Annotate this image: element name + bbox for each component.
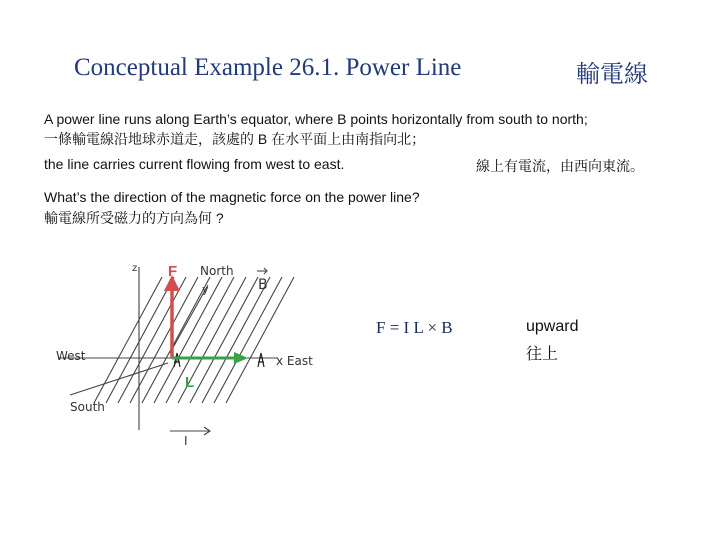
- question-chinese: 輸電線所受磁力的方向為何 ?: [44, 210, 224, 226]
- question: What’s the direction of the magnetic force on the power line?: [44, 189, 420, 205]
- north-label: North: [200, 264, 234, 278]
- page-title: Conceptual Example 26.1. Power Line: [74, 54, 462, 81]
- south-label: South: [70, 400, 105, 414]
- answer-english: upward: [526, 318, 579, 335]
- force-formula: F = I L × B: [376, 318, 453, 337]
- problem-line-3: the line carries current flowing from west to east.: [44, 156, 345, 172]
- power-line-diagram: [50, 255, 340, 445]
- length-label: L: [185, 374, 195, 391]
- problem-line-2: 一條輸電線沿地球赤道走，該處的 B 在水平面上由南指向北；: [44, 131, 426, 147]
- problem-line-3-chinese: 線上有電流，由西向東流。: [476, 158, 644, 174]
- y-axis-label: y: [202, 283, 209, 296]
- x-east-label: x East: [276, 354, 313, 368]
- problem-line-1: A power line runs along Earth’s equator, where B points horizontally from south to north;: [44, 111, 588, 127]
- answer-chinese: 往上: [526, 346, 559, 363]
- west-label: West: [56, 349, 86, 363]
- force-label: F: [168, 263, 178, 280]
- z-axis-label: z: [132, 263, 138, 274]
- b-vector-label: B: [258, 277, 268, 293]
- current-label: I: [184, 434, 188, 445]
- page-title-chinese: 輸電線: [576, 60, 648, 88]
